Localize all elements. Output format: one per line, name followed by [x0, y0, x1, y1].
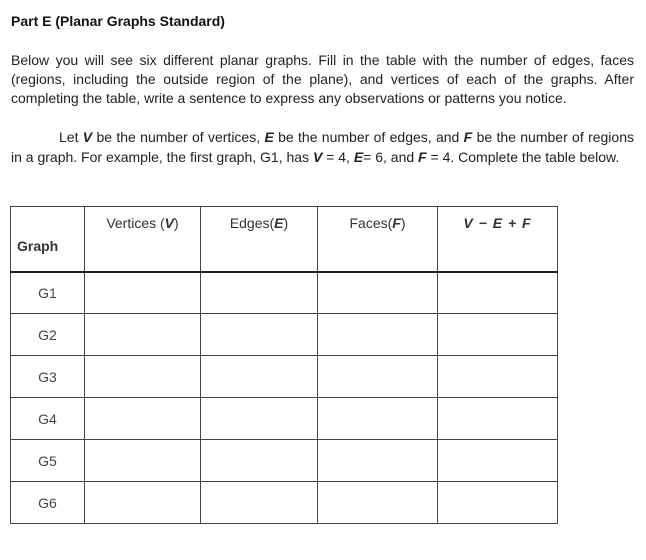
- table-row: [11, 356, 558, 398]
- row-label: G2: [11, 314, 85, 356]
- header-faces: Faces(F): [318, 207, 438, 272]
- cell-vertices[interactable]: [85, 482, 201, 524]
- cell-edges[interactable]: [201, 314, 318, 356]
- cell-vertices[interactable]: [85, 440, 201, 482]
- cell-edges[interactable]: [201, 272, 318, 314]
- instructions-paragraph: Below you will see six different planar graphs. Fill in the table with the number of edges, faces (regions, including the outside region of the plane), and vertices of each of the graphs. After completing the table, write a sentence to express any observations or patterns you notice.: [11, 52, 634, 106]
- section-title: Part E (Planar Graphs Standard): [11, 13, 225, 29]
- table-row: [11, 440, 558, 482]
- cell-edges[interactable]: [201, 356, 318, 398]
- cell-vertices[interactable]: [85, 356, 201, 398]
- header-euler-formula: V − E + F: [438, 207, 558, 272]
- cell-euler[interactable]: [438, 398, 558, 440]
- cell-euler[interactable]: [438, 356, 558, 398]
- cell-faces[interactable]: [318, 356, 438, 398]
- row-label: G3: [11, 356, 85, 398]
- definitions-paragraph: Let V be the number of vertices, E be the number of edges, and F be the number of regions in a graph. For example, the first graph, G1, has V = 4, E= 6, and F = 4. Complete the table below.: [11, 129, 634, 165]
- table-row: [11, 482, 558, 524]
- row-label: G6: [11, 482, 85, 524]
- cell-faces[interactable]: [318, 314, 438, 356]
- cell-euler[interactable]: [438, 482, 558, 524]
- planar-graph-table: [10, 206, 558, 524]
- cell-faces[interactable]: [318, 398, 438, 440]
- header-graph: Graph: [11, 207, 85, 272]
- cell-faces[interactable]: [318, 272, 438, 314]
- table-row: [11, 314, 558, 356]
- cell-faces[interactable]: [318, 440, 438, 482]
- cell-euler[interactable]: [438, 272, 558, 314]
- header-edges: Edges(E): [201, 207, 318, 272]
- table-header-row: [11, 207, 558, 272]
- cell-vertices[interactable]: [85, 398, 201, 440]
- table-row: [11, 272, 558, 314]
- cell-vertices[interactable]: [85, 272, 201, 314]
- cell-faces[interactable]: [318, 482, 438, 524]
- header-vertices: Vertices (V): [85, 207, 201, 272]
- cell-edges[interactable]: [201, 398, 318, 440]
- cell-edges[interactable]: [201, 440, 318, 482]
- cell-edges[interactable]: [201, 482, 318, 524]
- cell-euler[interactable]: [438, 440, 558, 482]
- cell-euler[interactable]: [438, 314, 558, 356]
- row-label: G5: [11, 440, 85, 482]
- row-label: G4: [11, 398, 85, 440]
- cell-vertices[interactable]: [85, 314, 201, 356]
- row-label: G1: [11, 272, 85, 314]
- table-row: [11, 398, 558, 440]
